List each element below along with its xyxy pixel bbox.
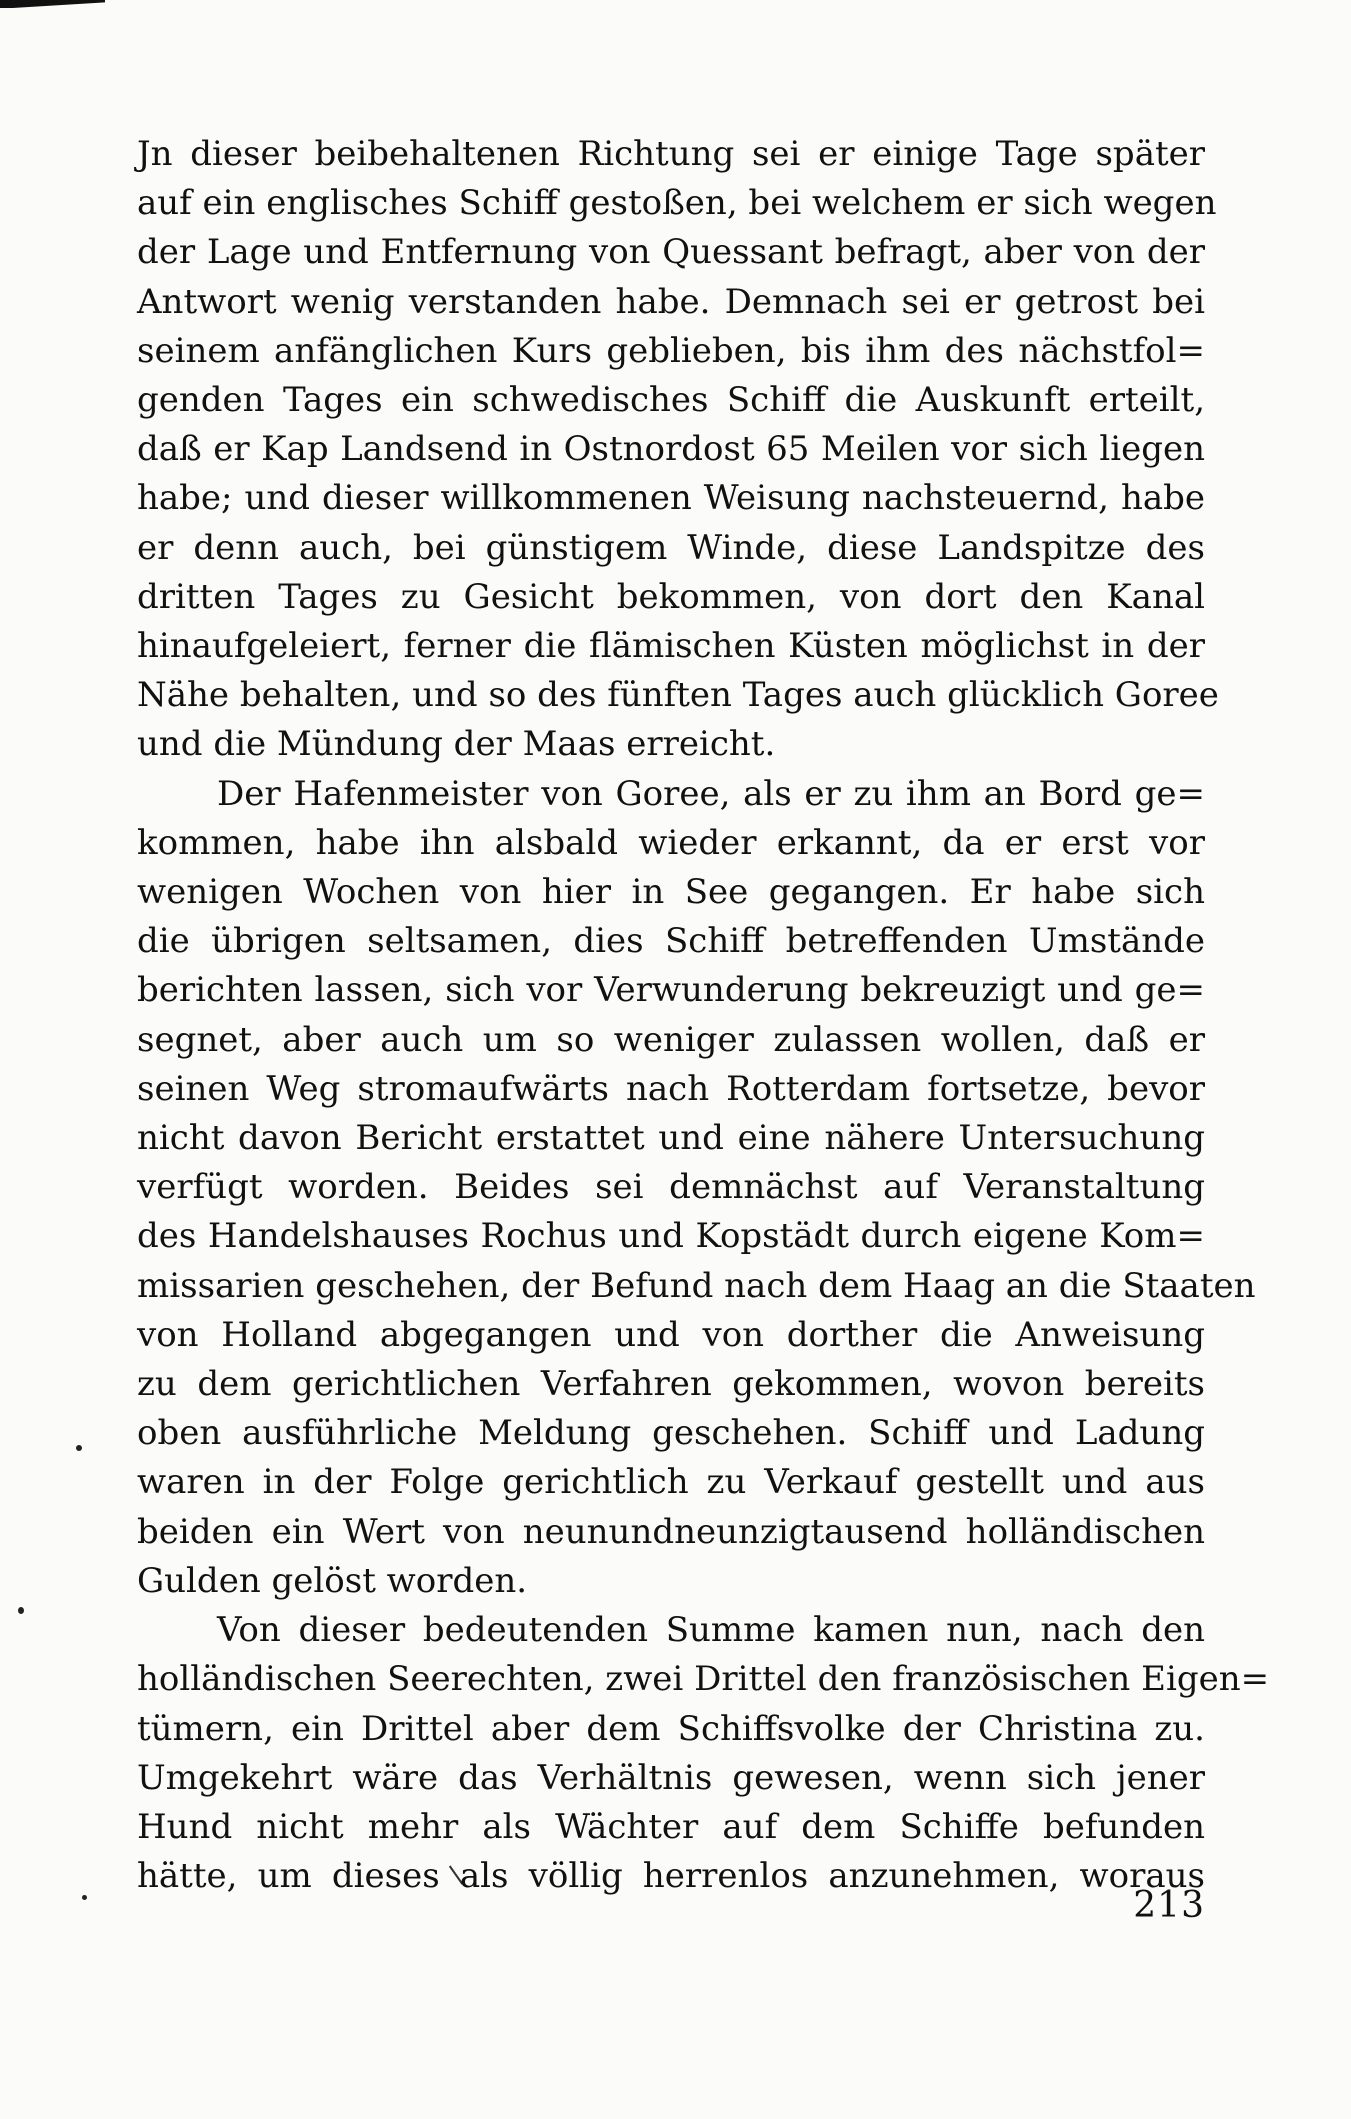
text-line: daß er Kap Landsend in Ostnordost 65 Meilen vor sich liegen (137, 429, 1205, 470)
scan-speck (18, 1607, 24, 1614)
text-line: segnet, aber auch um so weniger zulassen wollen, daß er (137, 1019, 1205, 1060)
text-line: Umgekehrt wäre das Verhältnis gewesen, wenn sich jener (137, 1757, 1205, 1798)
scan-speck (76, 1445, 82, 1451)
text-line: und die Mündung der Maas erreicht. (137, 724, 776, 765)
text-line: kommen, habe ihn alsbald wieder erkannt, da er erst vor (137, 822, 1205, 863)
text-line: dritten Tages zu Gesicht bekommen, von dort den Kanal (137, 576, 1205, 617)
text-line: missarien geschehen, der Befund nach dem Haag an die Staaten (137, 1265, 1256, 1306)
text-line: hätte, um dieses als völlig herrenlos anzunehmen, woraus (137, 1856, 1205, 1897)
text-line: berichten lassen, sich vor Verwunderung bekreuzigt und ge= (137, 970, 1205, 1011)
text-line: tümern, ein Drittel aber dem Schiffsvolke der Christina zu. (137, 1708, 1205, 1749)
text-line: Jn dieser beibehaltenen Richtung sei er einige Tage später (137, 134, 1205, 174)
text-line: wenigen Wochen von hier in See gegangen. Er habe sich (137, 872, 1205, 913)
text-line: nicht davon Bericht erstattet und eine nähere Untersuchung (137, 1118, 1205, 1159)
text-line: die übrigen seltsamen, dies Schiff betreffenden Umstände (137, 921, 1205, 962)
text-line: Der Hafenmeister von Goree, als er zu ihm an Bord ge= (217, 773, 1205, 814)
scan-corner-mark (0, 0, 105, 8)
paragraph-2 (137, 770, 1256, 1606)
page-number: 213 (1133, 1885, 1205, 1926)
text-line: er denn auch, bei günstigem Winde, diese Landspitze des (137, 527, 1205, 568)
text-line: waren in der Folge gerichtlich zu Verkauf gestellt und aus (137, 1462, 1205, 1503)
text-line: beiden ein Wert von neunundneunzigtausend holländischen (137, 1511, 1205, 1552)
text-line: genden Tages ein schwedisches Schiff die Auskunft erteilt, (137, 380, 1205, 421)
text-line: Hund nicht mehr als Wächter auf dem Schiffe befunden (137, 1806, 1205, 1847)
paragraph-1 (137, 130, 1219, 770)
text-line: seinem anfänglichen Kurs geblieben, bis ihm des nächstfol= (137, 330, 1205, 371)
text-line: oben ausführliche Meldung geschehen. Schiff und Ladung (137, 1413, 1205, 1454)
text-line: hinaufgeleiert, ferner die flämischen Küsten möglichst in der (137, 626, 1205, 667)
text-line: zu dem gerichtlichen Verfahren gekommen, wovon bereits (137, 1364, 1205, 1405)
text-line: seinen Weg stromaufwärts nach Rotterdam fortsetze, bevor (137, 1068, 1205, 1109)
text-line: Nähe behalten, und so des fünften Tages auch glücklich Goree (137, 675, 1219, 716)
text-line: des Handelshauses Rochus und Kopstädt durch eigene Kom= (137, 1216, 1205, 1257)
text-line: verfügt worden. Beides sei demnächst auf Veranstaltung (137, 1167, 1205, 1208)
paragraph-3 (137, 1606, 1270, 1901)
text-line: der Lage und Entfernung von Quessant befragt, aber von der (137, 232, 1205, 273)
text-line: Gulden gelöst worden. (137, 1560, 528, 1601)
text-line: Antwort wenig verstanden habe. Demnach sei er getrost bei (137, 281, 1205, 322)
scan-speck (82, 1895, 87, 1900)
text-line: holländischen Seerechten, zwei Drittel den französischen Eigen= (137, 1659, 1270, 1700)
text-line: Von dieser bedeutenden Summe kamen nun, nach den (217, 1610, 1205, 1651)
text-line: von Holland abgegangen und von dorther die Anweisung (137, 1314, 1205, 1355)
text-line: auf ein englisches Schiff gestoßen, bei welchem er sich wegen (137, 183, 1217, 224)
text-line: habe; und dieser willkommenen Weisung nachsteuernd, habe (137, 478, 1205, 519)
page-body (137, 130, 1270, 1901)
